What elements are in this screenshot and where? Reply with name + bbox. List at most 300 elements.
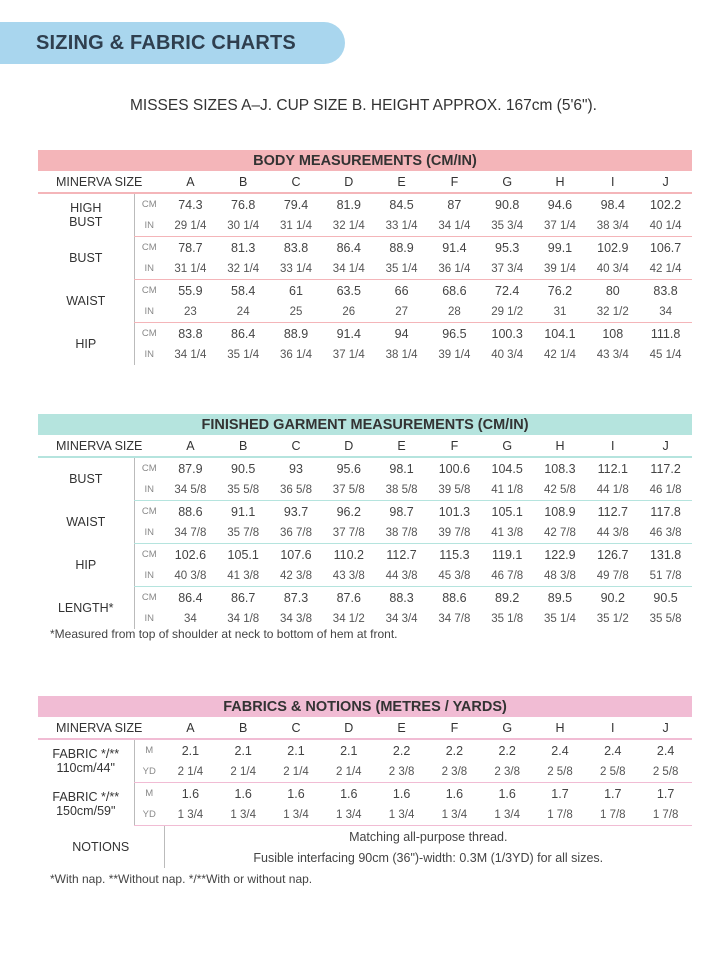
measurement-value: 44 3/8	[586, 522, 639, 544]
measurement-value: 37 5/8	[322, 479, 375, 501]
measurement-value: 40 3/8	[164, 565, 217, 587]
measurement-value: 119.1	[492, 547, 523, 562]
fabrics-notions-table	[38, 696, 692, 868]
measurement-row-in	[38, 301, 692, 323]
measurement-value: 37 7/8	[322, 522, 375, 544]
measurement-value: 35 1/4	[543, 612, 576, 625]
measurement-row-m	[38, 739, 692, 761]
measurement-value: 34 1/4	[174, 348, 207, 361]
measurement-value: 34 1/8	[227, 612, 260, 625]
measurement-value: 87.9	[178, 461, 203, 476]
measurement-value: 91.4	[442, 240, 467, 255]
measurement-value: 83.8	[283, 240, 309, 255]
measurement-value: 35 1/2	[596, 612, 629, 625]
row-label: WAIST	[66, 515, 106, 529]
measurement-value: 89.2	[495, 590, 520, 605]
measurement-value: 38 7/8	[375, 522, 428, 544]
measurement-value: 39 1/4	[438, 348, 471, 361]
measurement-value: 102.2	[649, 197, 682, 212]
measurement-value: 94.6	[547, 197, 573, 212]
measurement-value: 83.8	[653, 283, 678, 298]
length-footnote: *Measured from top of shoulder at neck to bottom of hem at front.	[50, 627, 398, 641]
measurement-row-in	[38, 565, 692, 587]
measurement-value: 95.3	[495, 240, 520, 255]
measurement-row-in	[38, 215, 692, 237]
measurement-value: 117.8	[650, 504, 681, 519]
measurement-value: 45 1/4	[649, 348, 682, 361]
size-column-header: F	[428, 717, 481, 739]
measurement-row-yd	[38, 761, 692, 783]
unit-label: CM	[134, 193, 164, 215]
measurement-value: 88.3	[389, 590, 414, 605]
size-column-header: J	[639, 717, 692, 739]
size-header-row	[38, 171, 692, 193]
table-title-row	[38, 414, 692, 435]
measurement-value: 35 5/8	[649, 612, 682, 625]
size-column-header: C	[270, 435, 323, 457]
measurement-value: 2 3/8	[428, 761, 481, 783]
unit-label: IN	[134, 258, 164, 280]
measurement-value: 28	[428, 301, 481, 323]
row-label: BUST	[69, 251, 103, 265]
measurement-value: 39 1/4	[534, 258, 587, 280]
measurement-value: 48 3/8	[534, 565, 587, 587]
measurement-value: 95.6	[336, 461, 361, 476]
size-column-header: C	[270, 171, 323, 193]
measurement-value: 131.8	[649, 547, 682, 562]
measurement-row-in	[38, 608, 692, 629]
measurement-value: 87	[447, 197, 462, 212]
measurement-value: 46 3/8	[639, 522, 692, 544]
measurement-value: 46 7/8	[481, 565, 534, 587]
measurement-value: 76.2	[547, 283, 573, 298]
measurement-value: 35 1/8	[491, 612, 524, 625]
size-column-header: F	[428, 435, 481, 457]
measurement-row-in	[38, 344, 692, 365]
size-column-header: C	[270, 717, 323, 739]
measurement-value: 30 1/4	[217, 215, 270, 237]
measurement-value: 96.2	[336, 504, 361, 519]
measurement-row-yd	[38, 804, 692, 826]
measurement-value: 41 1/8	[481, 479, 534, 501]
size-column-header: I	[586, 435, 639, 457]
measurement-value: 2 5/8	[586, 761, 639, 783]
measurement-value: 40 3/4	[491, 348, 524, 361]
measurement-value: 98.4	[600, 197, 625, 212]
measurement-value: 1 7/8	[586, 804, 639, 826]
measurement-value: 26	[322, 301, 375, 323]
measurement-value: 35 1/4	[375, 258, 428, 280]
measurement-value: 38 3/4	[586, 215, 639, 237]
size-column-header: B	[217, 717, 270, 739]
table-title-row	[38, 696, 692, 717]
size-header-row	[38, 435, 692, 457]
measurement-value: 2.2	[392, 743, 411, 758]
measurement-value: 106.7	[649, 240, 682, 255]
measurement-value: 93	[289, 461, 303, 476]
measurement-value: 108.9	[544, 504, 576, 519]
measurement-row-cm	[38, 501, 692, 523]
measurement-value: 1 3/4	[322, 804, 375, 826]
notions-text: Fusible interfacing 90cm (36")-width: 0.3M (1/3YD) for all sizes.	[164, 847, 692, 868]
measurement-value: 90.2	[600, 590, 625, 605]
measurement-value: 32 1/4	[322, 215, 375, 237]
size-column-header: B	[217, 435, 270, 457]
measurement-value: 90.5	[653, 590, 678, 605]
measurement-value: 1.7	[551, 786, 569, 801]
measurement-value: 31	[534, 301, 587, 323]
measurement-value: 34 5/8	[164, 479, 217, 501]
measurement-value: 45 3/8	[428, 565, 481, 587]
measurement-value: 32 1/2	[586, 301, 639, 323]
measurement-value: 34 1/2	[332, 612, 365, 625]
size-column-header: G	[481, 171, 534, 193]
measurement-value: 105.1	[491, 504, 523, 519]
measurement-value: 90.8	[495, 197, 520, 212]
measurement-value: 34	[184, 612, 197, 625]
measurement-value: 33 1/4	[375, 215, 428, 237]
measurement-value: 126.7	[597, 547, 629, 562]
measurement-value: 1 7/8	[639, 804, 692, 826]
measurement-value: 2.1	[181, 743, 200, 758]
unit-label: CM	[134, 323, 164, 345]
measurement-value: 102.9	[597, 240, 629, 255]
measurement-value: 31 1/4	[270, 215, 323, 237]
size-column-header: A	[164, 171, 217, 193]
measurement-value: 93.7	[283, 504, 309, 519]
measurement-value: 1.6	[181, 786, 200, 801]
size-column-header: D	[322, 435, 375, 457]
measurement-value: 86.4	[178, 590, 203, 605]
measurement-value: 24	[217, 301, 270, 323]
row-label: WAIST	[66, 294, 106, 308]
size-label: MINERVA SIZE	[38, 717, 164, 739]
row-label: BUST	[69, 472, 103, 487]
measurement-value: 83.8	[178, 326, 203, 341]
measurement-value: 37 1/4	[534, 215, 587, 237]
measurement-row-cm	[38, 237, 692, 259]
measurement-value: 1 3/4	[481, 804, 534, 826]
measurement-value: 34 7/8	[438, 612, 471, 625]
unit-label: CM	[134, 587, 164, 609]
unit-label: CM	[134, 457, 164, 479]
measurement-value: 100.3	[491, 326, 523, 341]
measurement-value: 91.4	[336, 326, 361, 341]
measurement-value: 43 3/4	[596, 348, 629, 361]
measurement-value: 39 5/8	[428, 479, 481, 501]
measurement-value: 2 3/8	[375, 761, 428, 783]
measurement-value: 35 1/4	[227, 348, 260, 361]
measurement-value: 100.6	[438, 461, 471, 476]
measurement-value: 84.5	[389, 197, 414, 212]
measurement-value: 115.3	[439, 547, 470, 562]
size-column-header: G	[481, 717, 534, 739]
measurement-value: 41 3/8	[217, 565, 270, 587]
measurement-value: 38 1/4	[385, 348, 418, 361]
measurement-value: 36 1/4	[428, 258, 481, 280]
size-column-header: E	[375, 171, 428, 193]
measurement-value: 1 3/4	[375, 804, 428, 826]
size-column-header: E	[375, 435, 428, 457]
measurement-value: 63.5	[336, 283, 361, 298]
measurement-value: 2 5/8	[534, 761, 587, 783]
unit-label: IN	[134, 565, 164, 587]
measurement-value: 34 3/4	[385, 612, 418, 625]
measurement-value: 2 1/4	[164, 761, 217, 783]
unit-label: IN	[134, 479, 164, 501]
measurement-value: 78.7	[178, 240, 203, 255]
measurement-row-cm	[38, 323, 692, 345]
measurement-value: 2 1/4	[322, 761, 375, 783]
measurement-value: 1.6	[445, 786, 464, 801]
measurement-value: 108	[602, 326, 624, 341]
measurement-value: 33 1/4	[270, 258, 323, 280]
size-column-header: I	[586, 717, 639, 739]
size-label: MINERVA SIZE	[38, 435, 164, 457]
measurement-value: 72.4	[495, 283, 520, 298]
unit-label: YD	[134, 761, 164, 783]
measurement-row-cm	[38, 587, 692, 609]
size-column-header: H	[534, 435, 587, 457]
measurement-value: 1.6	[287, 786, 305, 801]
measurement-value: 27	[375, 301, 428, 323]
size-column-header: B	[217, 171, 270, 193]
measurement-value: 104.1	[544, 326, 576, 341]
size-column-header: F	[428, 171, 481, 193]
measurement-value: 42 1/4	[639, 258, 692, 280]
notions-text: Matching all-purpose thread.	[164, 826, 692, 848]
unit-label: IN	[134, 522, 164, 544]
measurement-value: 112.7	[386, 547, 417, 562]
measurement-value: 36 1/4	[280, 348, 312, 361]
measurement-value: 101.3	[438, 504, 471, 519]
size-label: MINERVA SIZE	[38, 171, 164, 193]
measurement-value: 81.9	[336, 197, 361, 212]
measurement-value: 2 3/8	[481, 761, 534, 783]
measurement-value: 55.9	[178, 283, 203, 298]
size-column-header: H	[534, 171, 587, 193]
measurement-value: 44 1/8	[586, 479, 639, 501]
measurement-value: 107.6	[280, 547, 312, 562]
measurement-value: 88.9	[283, 326, 309, 341]
measurement-value: 49 7/8	[586, 565, 639, 587]
measurement-value: 51 7/8	[639, 565, 692, 587]
page-title: SIZING & FABRIC CHARTS	[36, 31, 296, 54]
unit-label: IN	[134, 301, 164, 323]
measurement-value: 91.1	[231, 504, 256, 519]
measurement-value: 34 1/4	[428, 215, 481, 237]
measurement-value: 40 3/4	[586, 258, 639, 280]
measurement-value: 2.2	[498, 743, 516, 758]
unit-label: CM	[134, 280, 164, 302]
measurement-value: 43 3/8	[322, 565, 375, 587]
unit-label: IN	[134, 608, 164, 629]
row-label: FABRIC */** 110cm/44"	[52, 747, 120, 776]
measurement-row-cm	[38, 457, 692, 479]
finished-garment-table	[38, 414, 692, 629]
size-column-header: A	[164, 435, 217, 457]
measurement-value: 35 7/8	[217, 522, 270, 544]
measurement-value: 23	[164, 301, 217, 323]
measurement-value: 34 1/4	[322, 258, 375, 280]
measurement-value: 68.6	[442, 283, 467, 298]
measurement-value: 110.2	[333, 547, 364, 562]
size-column-header: A	[164, 717, 217, 739]
measurement-value: 38 5/8	[375, 479, 428, 501]
table-title-row	[38, 150, 692, 171]
measurement-value: 34 7/8	[164, 522, 217, 544]
measurement-value: 2.1	[340, 743, 358, 758]
measurement-value: 88.6	[178, 504, 203, 519]
notions-label: NOTIONS	[72, 840, 130, 854]
unit-label: IN	[134, 215, 164, 237]
unit-label: CM	[134, 544, 164, 566]
size-column-header: I	[586, 171, 639, 193]
measurement-row-in	[38, 258, 692, 280]
measurement-value: 112.7	[597, 504, 628, 519]
measurement-value: 112.1	[597, 461, 628, 476]
measurement-value: 86.7	[231, 590, 256, 605]
size-range-subtitle: MISSES SIZES A–J. CUP SIZE B. HEIGHT APPROX. 167cm (5'6").	[129, 97, 597, 114]
size-column-header: J	[639, 435, 692, 457]
measurement-value: 35 3/4	[481, 215, 534, 237]
measurement-row-cm	[38, 544, 692, 566]
measurement-value: 37 1/4	[332, 348, 365, 361]
measurement-value: 89.5	[547, 590, 573, 605]
table-title: BODY MEASUREMENTS (CM/IN)	[38, 150, 692, 171]
measurement-value: 25	[270, 301, 323, 323]
measurement-value: 1.6	[392, 786, 411, 801]
size-column-header: H	[534, 717, 587, 739]
measurement-value: 29 1/2	[481, 301, 534, 323]
measurement-value: 102.6	[174, 547, 207, 562]
measurement-value: 2.4	[551, 743, 569, 758]
measurement-value: 40 1/4	[639, 215, 692, 237]
measurement-value: 37 3/4	[481, 258, 534, 280]
measurement-value: 42 7/8	[534, 522, 587, 544]
measurement-value: 36 5/8	[270, 479, 323, 501]
measurement-value: 88.6	[442, 590, 467, 605]
measurement-value: 35 5/8	[217, 479, 270, 501]
measurement-value: 2 5/8	[639, 761, 692, 783]
measurement-value: 66	[394, 283, 409, 298]
measurement-value: 2 1/4	[270, 761, 323, 783]
unit-label: M	[134, 739, 164, 761]
measurement-value: 1.6	[340, 786, 358, 801]
size-column-header: D	[322, 717, 375, 739]
unit-label: YD	[134, 804, 164, 826]
measurement-value: 98.7	[389, 504, 414, 519]
measurement-value: 32 1/4	[217, 258, 270, 280]
table-title: FABRICS & NOTIONS (METRES / YARDS)	[38, 696, 692, 717]
size-column-header: E	[375, 717, 428, 739]
measurement-value: 42 3/8	[270, 565, 323, 587]
measurement-value: 1 7/8	[534, 804, 587, 826]
measurement-row-cm	[38, 280, 692, 302]
measurement-value: 1 3/4	[270, 804, 323, 826]
measurement-value: 2.4	[604, 743, 622, 758]
measurement-value: 34 3/8	[280, 612, 312, 625]
table-title: FINISHED GARMENT MEASUREMENTS (CM/IN)	[38, 414, 692, 435]
measurement-value: 76.8	[231, 197, 256, 212]
measurement-value: 122.9	[544, 547, 576, 562]
measurement-value: 2.1	[234, 743, 252, 758]
measurement-value: 2.4	[656, 743, 675, 758]
measurement-row-in	[38, 522, 692, 544]
measurement-value: 79.4	[283, 197, 309, 212]
measurement-row-in	[38, 479, 692, 501]
unit-label: CM	[134, 237, 164, 259]
row-label: HIP	[75, 336, 97, 351]
measurement-value: 39 7/8	[428, 522, 481, 544]
unit-label: M	[134, 783, 164, 805]
measurement-value: 87.3	[283, 590, 309, 605]
measurement-value: 1.7	[604, 786, 622, 801]
size-column-header: J	[639, 171, 692, 193]
measurement-value: 31 1/4	[164, 258, 217, 280]
measurement-row-cm	[38, 193, 692, 215]
measurement-value: 46 1/8	[639, 479, 692, 501]
measurement-value: 111.8	[650, 326, 681, 341]
notions-row	[38, 826, 692, 848]
measurement-value: 2.1	[287, 743, 305, 758]
row-label: FABRIC */** 150cm/59"	[52, 790, 120, 818]
measurement-value: 87.6	[336, 590, 361, 605]
measurement-value: 108.3	[544, 461, 576, 476]
measurement-value: 86.4	[336, 240, 361, 255]
measurement-value: 80	[605, 283, 620, 298]
measurement-value: 34	[639, 301, 692, 323]
measurement-value: 29 1/4	[164, 215, 217, 237]
measurement-value: 117.2	[650, 461, 681, 476]
measurement-value: 1.6	[498, 786, 516, 801]
unit-label: CM	[134, 501, 164, 523]
measurement-value: 74.3	[178, 197, 203, 212]
measurement-value: 98.1	[389, 461, 414, 476]
measurement-value: 2.2	[445, 743, 464, 758]
measurement-value: 86.4	[231, 326, 256, 341]
measurement-value: 1 3/4	[164, 804, 217, 826]
measurement-value: 104.5	[491, 461, 523, 476]
measurement-value: 105.1	[227, 547, 259, 562]
measurement-value: 1 3/4	[428, 804, 481, 826]
row-label: HIGH BUST	[69, 201, 103, 230]
measurement-value: 36 7/8	[270, 522, 323, 544]
size-column-header: D	[322, 171, 375, 193]
measurement-value: 1.7	[656, 786, 675, 801]
measurement-value: 88.9	[389, 240, 414, 255]
measurement-value: 41 3/8	[481, 522, 534, 544]
measurement-value: 58.4	[231, 283, 256, 298]
measurement-value: 42 1/4	[543, 348, 576, 361]
measurement-value: 1.6	[234, 786, 252, 801]
measurement-value: 90.5	[231, 461, 256, 476]
page-header-tab	[0, 22, 345, 64]
row-label: HIP	[75, 558, 97, 572]
unit-label: IN	[134, 344, 164, 365]
measurement-value: 44 3/8	[375, 565, 428, 587]
body-measurements-table	[38, 150, 692, 365]
measurement-value: 1 3/4	[217, 804, 270, 826]
row-label: LENGTH*	[57, 600, 114, 615]
measurement-value: 96.5	[442, 326, 467, 341]
measurement-value: 42 5/8	[534, 479, 587, 501]
measurement-value: 81.3	[231, 240, 256, 255]
size-column-header: G	[481, 435, 534, 457]
measurement-value: 61	[289, 283, 303, 298]
measurement-value: 94	[394, 326, 409, 341]
measurement-value: 99.1	[547, 240, 573, 255]
